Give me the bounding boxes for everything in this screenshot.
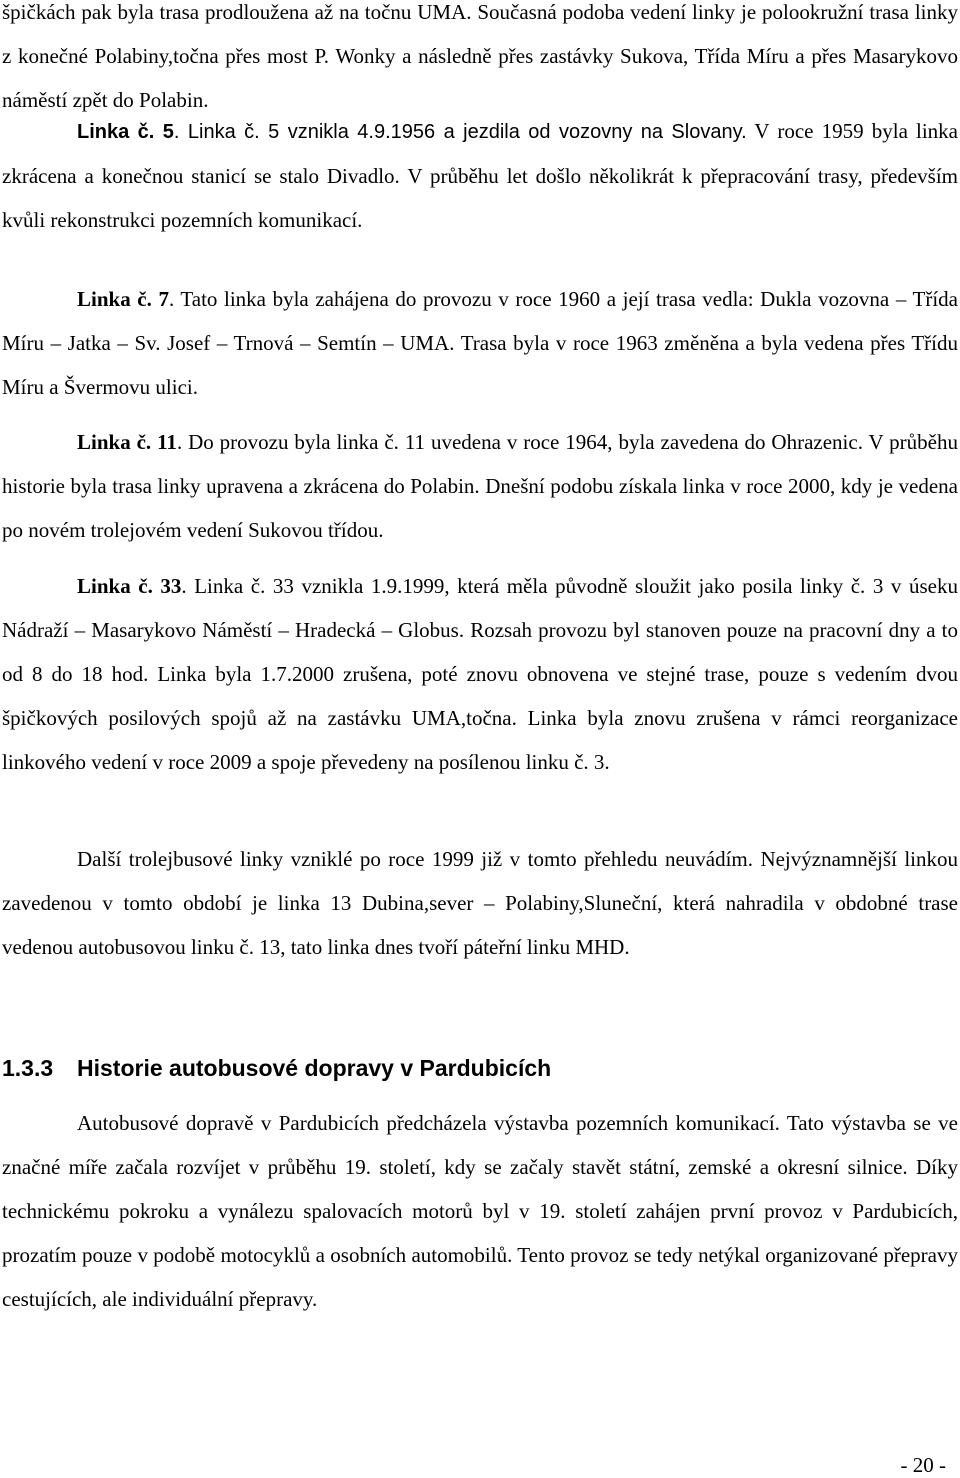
paragraph-text: Další trolejbusové linky vzniklé po roce 1999 již v tomto přehledu neuvádím. Nejvýznamnější linkou zavedenou v tomto období je linka 13 Dubina,sever – Polabiny,Sluneční, která nahradila v obdobné trase vedenou autobusovou linku č. 13, tato linka dnes tvoří páteřní linku MHD. (2, 847, 958, 959)
paragraph-line-11 (2, 420, 958, 552)
paragraph-bus-history (2, 1101, 958, 1321)
section-title: Historie autobusové dopravy v Pardubicích (77, 1055, 552, 1081)
line-label: Linka č. 5 (77, 121, 174, 143)
paragraph-text: . Linka č. 33 vznikla 1.9.1999, která měla původně sloužit jako posila linky č. 3 v úseku Nádraží – Masarykovo Náměstí – Hradecká – Globus. Rozsah provozu byl stanoven pouze na pracovní dny a to od 8 do 18 hod. Linka byla 1.7.2000 zrušena, poté znovu obnovena ve stejné trase, pouze s vedením dvou špičkových posilových spojů až na zastávku UMA,točna. Linka byla znovu zrušena v rámci reorganizace linkového vedení v roce 2009 a spoje převedeny na posílenou linku č. 3. (2, 574, 958, 774)
paragraph-line-1-route (2, 0, 958, 122)
paragraph-text: . Do provozu byla linka č. 11 uvedena v roce 1964, byla zavedena do Ohrazenic. V průběhu historie byla trasa linky upravena a zkrácena do Polabin. Dnešní podobu získala linka v roce 2000, kdy je vedena po novém trolejovém vedení Sukovou třídou. (2, 430, 958, 542)
paragraph-text-sans: . Linka č. 5 vznikla 4.9.1956 a jezdila od vozovny na Slovany. (173, 121, 747, 143)
paragraph-other-lines (2, 837, 958, 969)
paragraph-text: V roce 1959 byla linka zkrácena a konečnou stanicí se stalo Divadlo. V průběhu let došlo několikrát k přepracování trasy, především kvůli rekonstrukci pozemních komunikací. (2, 119, 959, 232)
page-number: - 20 - (900, 1453, 946, 1477)
line-label: Linka č. 33 (77, 574, 182, 598)
paragraph-text: Autobusové dopravě v Pardubicích předcházela výstavba pozemních komunikací. Tato výstavba se ve značné míře začala rozvíjet v průběhu 19. století, kdy se začaly stavět státní, zemské a okresní silnice. Díky technickému pokroku a vynálezu spalovacích motorů byl v 19. století zahájen první provoz v Pardubicích, prozatím pouze v podobě motocyklů a osobních automobilů. Tento provoz se tedy netýkal organizované přepravy cestujících, ale individuální přepravy. (2, 1111, 958, 1311)
line-label: Linka č. 7 (77, 287, 169, 311)
section-number: 1.3.3 (2, 1055, 54, 1081)
paragraph-line-7 (2, 277, 958, 409)
section-heading (2, 1048, 551, 1088)
paragraph-line-33 (2, 564, 958, 784)
paragraph-text: špičkách pak byla trasa prodloužena až na točnu UMA. Současná podoba vedení linky je polookružní trasa linky z konečné Polabiny,točna přes most P. Wonky a následně přes zastávky Sukova, Třída Míru a přes Masarykovo náměstí zpět do Polabin. (2, 0, 958, 112)
paragraph-text: . Tato linka byla zahájena do provozu v roce 1960 a její trasa vedla: Dukla vozovna – Třída Míru – Jatka – Sv. Josef – Trnová – Semtín – UMA. Trasa byla v roce 1963 změněna a byla vedena přes Třídu Míru a Švermovu ulici. (2, 287, 958, 399)
line-label: Linka č. 11 (77, 430, 177, 454)
paragraph-line-5 (2, 109, 958, 242)
